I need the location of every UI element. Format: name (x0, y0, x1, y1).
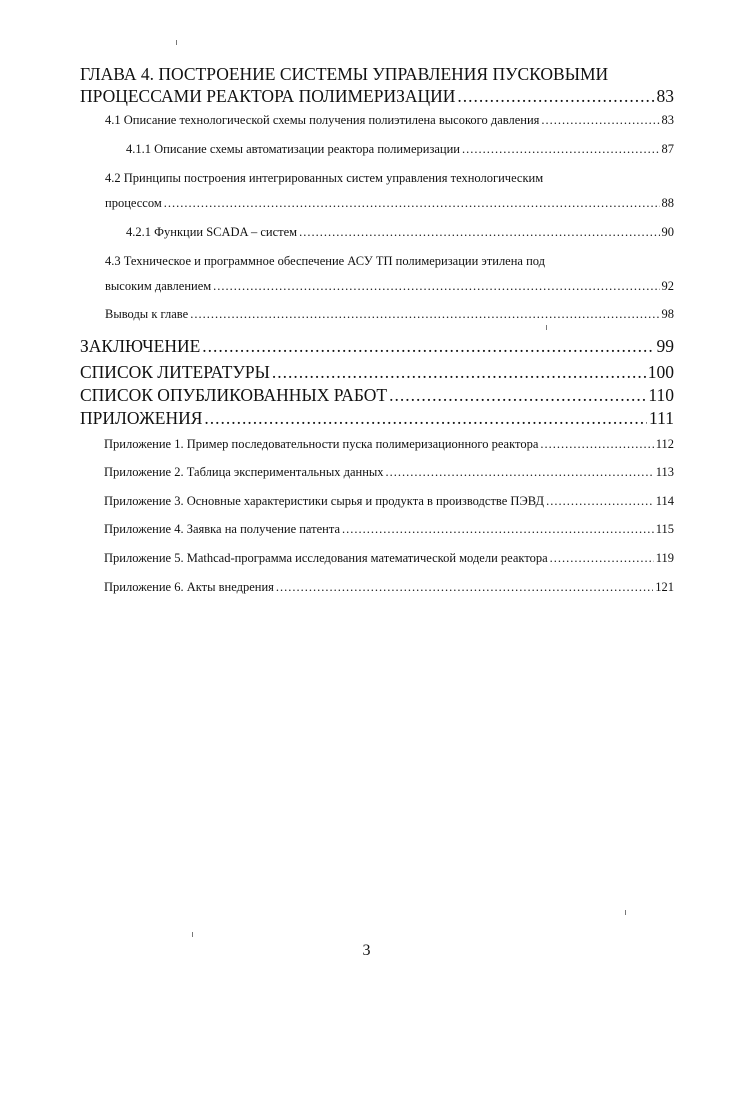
dot-leader (299, 225, 659, 240)
toc-entry-appendix-4[interactable] (104, 522, 674, 537)
entry-title: Выводы к главе (105, 307, 189, 321)
toc-entry-4-2-line1: 4.2 Принципы построения интегрированных систем управления технологическим (105, 171, 544, 185)
scan-speck (546, 325, 547, 330)
dot-leader (204, 408, 647, 429)
page-ref: 88 (661, 196, 674, 210)
page-ref: 114 (655, 494, 674, 508)
dot-leader (541, 113, 659, 128)
scan-speck (625, 910, 626, 915)
entry-title: Приложение 5. Mathcad-программа исследования математической модели реактора (104, 551, 548, 565)
toc-entry-4-3[interactable] (105, 279, 674, 294)
toc-entry-appendix-2[interactable] (104, 465, 674, 480)
toc-entry-4-2[interactable] (105, 196, 674, 211)
page-ref: 115 (655, 522, 674, 536)
dot-leader (272, 362, 646, 383)
toc-entry-conclusions[interactable] (105, 307, 674, 322)
page-ref: 83 (656, 86, 674, 106)
page-ref: 92 (661, 279, 674, 293)
dot-leader (202, 336, 654, 357)
page-ref: 113 (655, 465, 674, 479)
page-ref: 111 (649, 408, 674, 428)
dot-leader (276, 580, 653, 595)
chapter-4-title-line1: ГЛАВА 4. ПОСТРОЕНИЕ СИСТЕМЫ УПРАВЛЕНИЯ ПУСКОВЫМИ (80, 64, 609, 84)
page-ref: 99 (656, 336, 674, 356)
dot-leader (190, 307, 659, 322)
toc-entry-appendix-6[interactable] (104, 580, 674, 595)
scan-speck (176, 40, 177, 45)
toc-entry-chapter-4[interactable] (80, 86, 674, 107)
chapter-4-title-line2: ПРОЦЕССАМИ РЕАКТОРА ПОЛИМЕРИЗАЦИИ (80, 86, 456, 106)
entry-title: ПРИЛОЖЕНИЯ (80, 408, 203, 428)
toc-entry-4-1-1[interactable] (126, 142, 674, 157)
dot-leader (462, 142, 660, 157)
entry-title: Приложение 2. Таблица экспериментальных данных (104, 465, 384, 479)
toc-entry-4-1[interactable] (105, 113, 674, 128)
dot-leader (540, 437, 653, 452)
page-ref: 110 (648, 385, 674, 405)
page-number: 3 (362, 942, 371, 959)
toc-entry-references[interactable] (80, 362, 674, 383)
toc-entry-appendices[interactable] (80, 408, 674, 429)
entry-title: Приложение 6. Акты внедрения (104, 580, 274, 594)
page-ref: 98 (661, 307, 674, 321)
entry-title: процессом (105, 196, 162, 210)
page-ref: 83 (661, 113, 674, 127)
dot-leader (389, 385, 646, 406)
dot-leader (386, 465, 654, 480)
dot-leader (550, 551, 654, 566)
dot-leader (546, 494, 654, 509)
entry-title: Приложение 1. Пример последовательности пуска полимеризационного реактора (104, 437, 539, 451)
dot-leader (342, 522, 654, 537)
scan-speck (192, 932, 193, 937)
entry-title: СПИСОК ОПУБЛИКОВАННЫХ РАБОТ (80, 385, 388, 405)
page-ref: 121 (655, 580, 674, 594)
toc-entry-appendix-3[interactable] (104, 494, 674, 509)
page-ref: 119 (655, 551, 674, 565)
entry-title: высоким давлением (105, 279, 212, 293)
toc-entry-4-3-line1: 4.3 Техническое и программное обеспечение АСУ ТП полимеризации этилена под (105, 254, 546, 268)
entry-title: Приложение 3. Основные характеристики сырья и продукта в производстве ПЭВД (104, 494, 545, 508)
entry-title: Приложение 4. Заявка на получение патента (104, 522, 341, 536)
toc-entry-appendix-1[interactable] (104, 437, 674, 452)
dot-leader (164, 196, 660, 211)
page-ref: 87 (661, 142, 674, 156)
page-ref: 112 (655, 437, 674, 451)
entry-title: СПИСОК ЛИТЕРАТУРЫ (80, 362, 270, 382)
page-ref: 100 (647, 362, 674, 382)
entry-title: ЗАКЛЮЧЕНИЕ (80, 336, 201, 356)
dot-leader (457, 86, 654, 107)
page-ref: 90 (661, 225, 674, 239)
dot-leader (213, 279, 659, 294)
entry-title: 4.1 Описание технологической схемы получения полиэтилена высокого давления (105, 113, 540, 127)
entry-title: 4.1.1 Описание схемы автоматизации реактора полимеризации (126, 142, 460, 156)
toc-entry-publications[interactable] (80, 385, 674, 406)
toc-entry-conclusion[interactable] (80, 336, 674, 357)
toc-entry-4-2-1[interactable] (126, 225, 674, 240)
toc-entry-appendix-5[interactable] (104, 551, 674, 566)
entry-title: 4.2.1 Функции SCADA – систем (126, 225, 298, 239)
